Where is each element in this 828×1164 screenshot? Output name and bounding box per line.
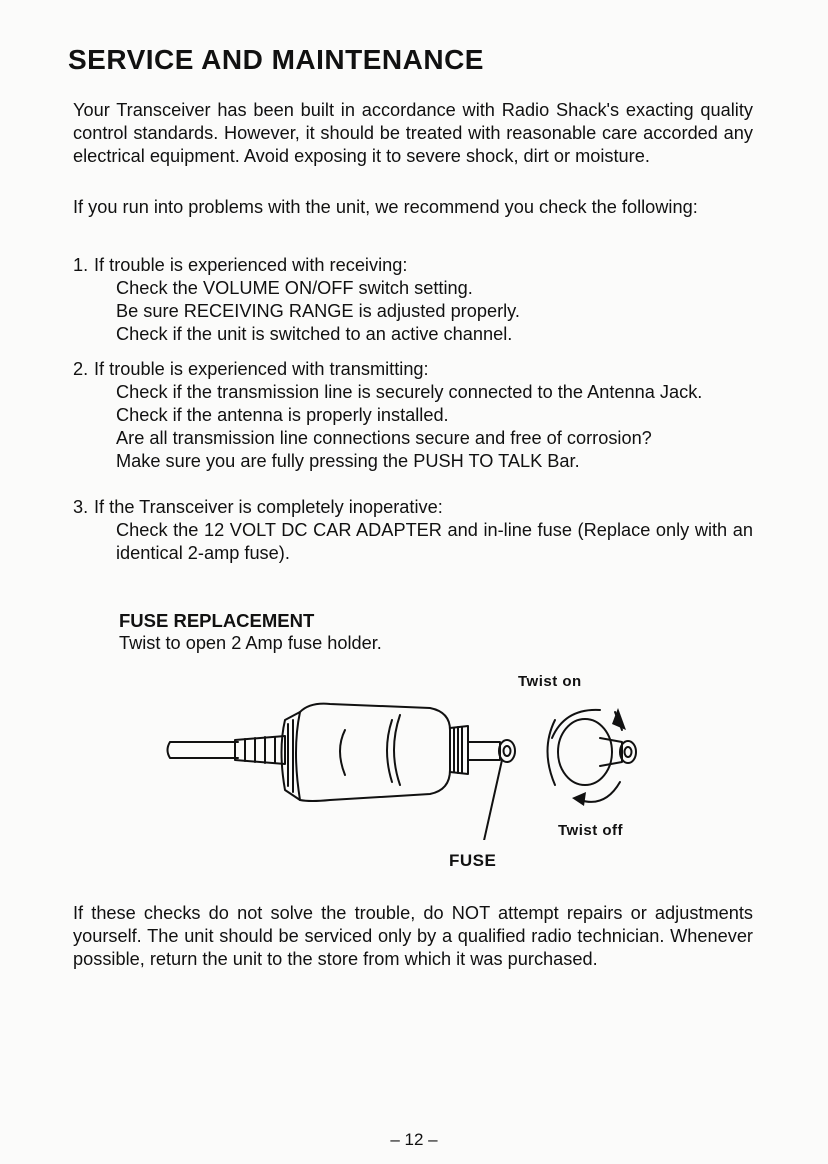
page-title: SERVICE AND MAINTENANCE <box>68 44 484 75</box>
item-2-line-2: Check if the antenna is properly installed. <box>116 405 449 425</box>
intro-check-paragraph: If you run into problems with the unit, we recommend you check the following: <box>73 197 698 217</box>
troubleshoot-item-3: 3. If the Transceiver is completely inoperative: Check the 12 VOLT DC CAR ADAPTER and in-line fuse (Replace only with an identical 2-amp fuse). <box>73 497 753 563</box>
item-2-heading: If trouble is experienced with transmitting: <box>94 359 429 379</box>
item-3-line-1: Check the 12 VOLT DC CAR ADAPTER and in-line fuse (Replace only with an identical 2-amp fuse). <box>116 520 753 563</box>
closing-paragraph: If these checks do not solve the trouble, do NOT attempt repairs or adjustments yourself. The unit should be serviced only by a qualified radio technician. Whenever possible, return the unit to the store from which it was purchased. <box>73 903 753 969</box>
troubleshoot-item-2: 2. If trouble is experienced with transmitting: Check if the transmission line is securely connected to the Antenna Jack. Check if the antenna is properly installed. Are all transmission line connections secure and free of corrosion? Make sure you are fully pressing the PUSH TO TALK Bar. <box>73 358 753 473</box>
car-adapter-illustration <box>160 690 660 840</box>
fuse-replacement-heading: FUSE REPLACEMENT <box>119 610 315 631</box>
item-3-heading: If the Transceiver is completely inoperative: <box>94 497 443 517</box>
item-2-line-4: Make sure you are fully pressing the PUSH TO TALK Bar. <box>116 451 580 471</box>
troubleshoot-item-1: 1. If trouble is experienced with receiving: Check the VOLUME ON/OFF switch setting. Be sure RECEIVING RANGE is adjusted properly. Check if the unit is switched to an active channel. <box>73 254 753 346</box>
fuse-replacement-description: Twist to open 2 Amp fuse holder. <box>119 633 382 653</box>
item-2-line-1: Check if the transmission line is securely connected to the Antenna Jack. <box>116 382 703 402</box>
item-1-heading: If trouble is experienced with receiving: <box>94 255 408 275</box>
intro-paragraph: Your Transceiver has been built in accordance with Radio Shack's exacting quality control standards. However, it should be treated with reasonable care accorded any electrical equipment. Avoid exposing it to severe shock, dirt or moisture. <box>73 100 753 166</box>
twist-off-label: Twist off <box>558 822 624 839</box>
page-number: – 12 – <box>390 1130 438 1149</box>
item-1-line-1: Check the VOLUME ON/OFF switch setting. <box>116 278 473 298</box>
twist-on-label: Twist on <box>518 673 582 690</box>
item-2-line-3: Are all transmission line connections secure and free of corrosion? <box>116 428 652 448</box>
item-1-line-2: Be sure RECEIVING RANGE is adjusted properly. <box>116 301 520 321</box>
fuse-label: FUSE <box>449 851 497 870</box>
item-1-line-3: Check if the unit is switched to an active channel. <box>116 324 513 344</box>
